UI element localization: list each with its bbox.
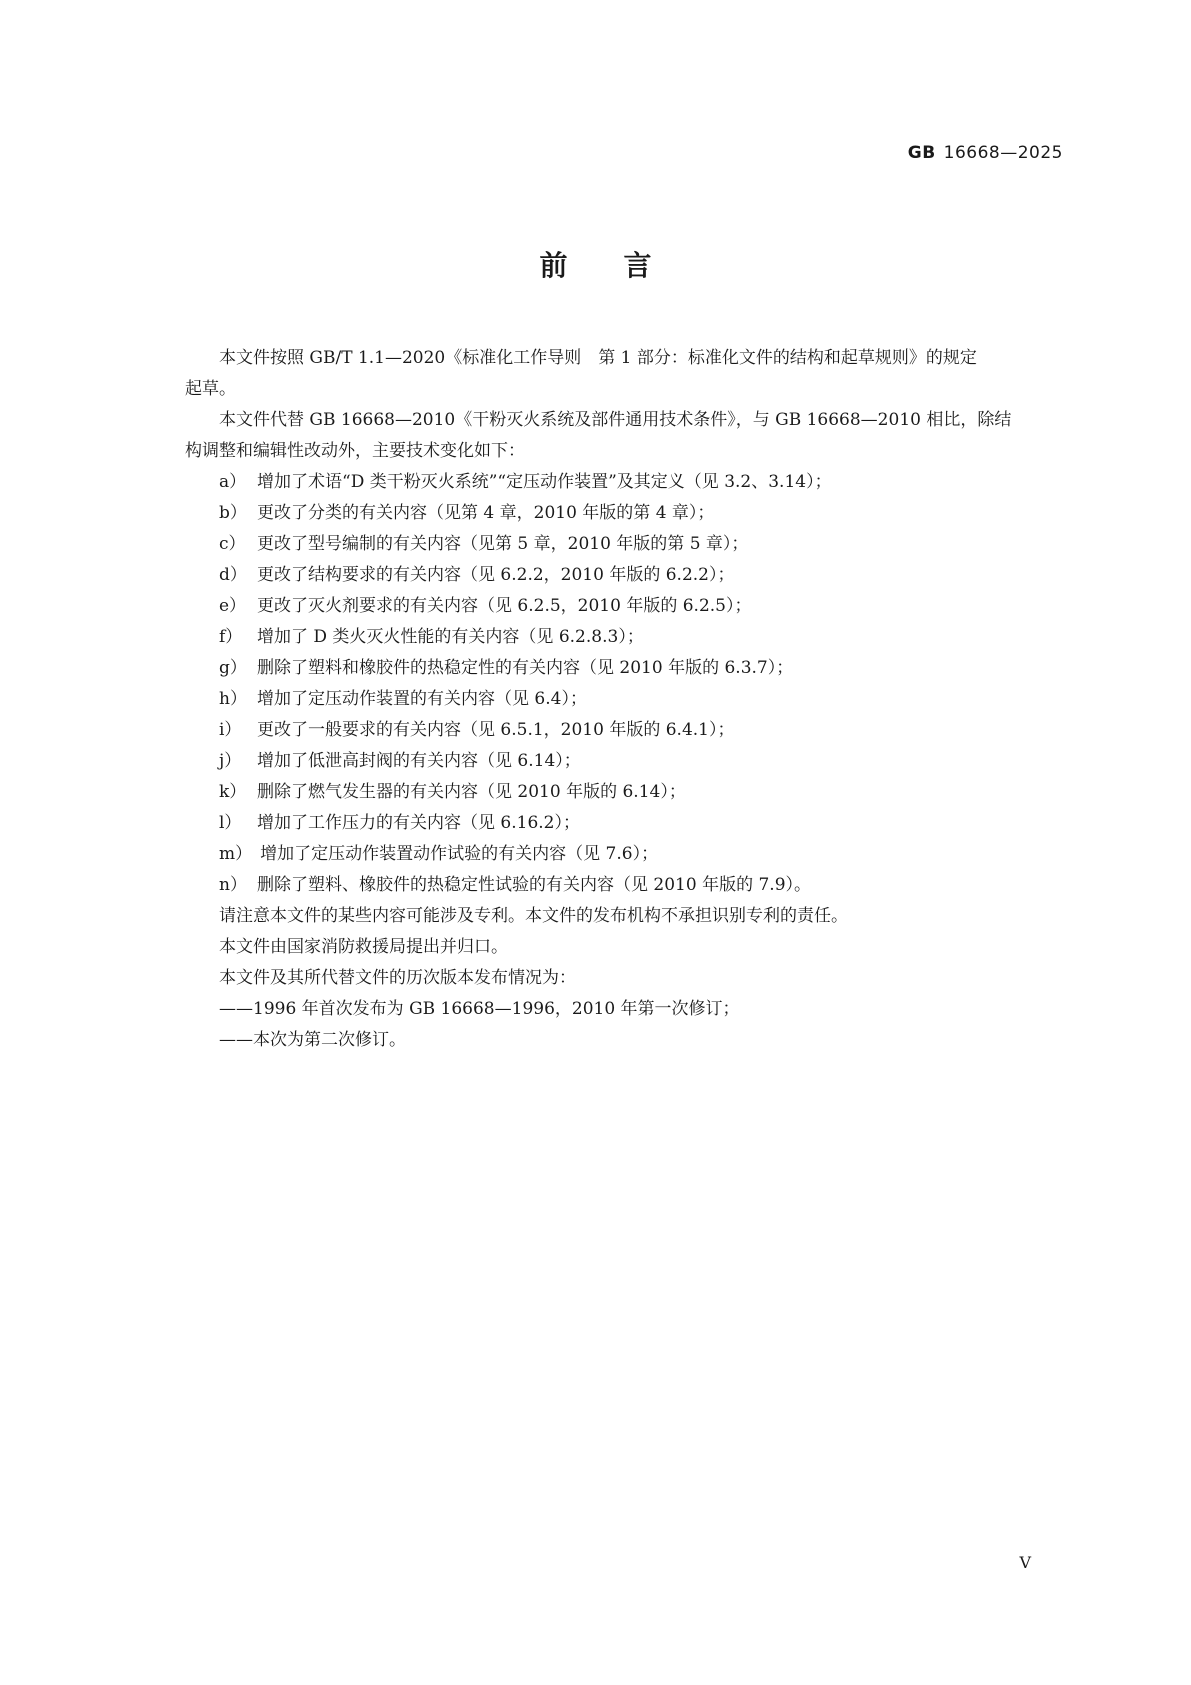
list-item-text: 删除了塑料和橡胶件的热稳定性的有关内容（见 2010 年版的 6.3.7）； [257,658,794,678]
standard-number: 16668—2025 [943,143,1063,163]
list-item [185,777,1065,808]
list-item-marker: j） [219,751,242,771]
list-item-text: 增加了工作压力的有关内容（见 6.16.2）； [257,813,580,833]
page-title: 前言 [539,249,708,282]
list-item [185,870,1065,901]
list-item-text: 更改了灭火剂要求的有关内容（见 6.2.5，2010 年版的 6.2.5）； [257,596,752,616]
list-item-marker: d） [219,565,247,585]
list-item [185,808,1065,839]
paragraph-replacement-line2: 构调整和编辑性改动外，主要技术变化如下： [185,441,525,461]
standard-prefix: GB [907,143,936,163]
list-item [185,467,1065,498]
list-item-marker: a） [219,472,247,492]
paragraph-drafting-basis-line2: 起草。 [185,379,236,399]
list-item [185,653,1065,684]
list-item [185,560,1065,591]
document-body [185,343,1065,1056]
paragraph-history-intro: 本文件及其所代替文件的历次版本发布情况为： [219,968,576,988]
list-item-text: 增加了术语“D 类干粉灭火系统”“定压动作装置”及其定义（见 3.2、3.14）； [257,472,832,492]
paragraph-drafting-basis-line1: 本文件按照 GB/T 1.1—2020《标准化工作导则 第 1 部分：标准化文件的结构和起草规则》的规定 [219,348,977,368]
page-number: V [1019,1553,1031,1572]
list-item-marker: b） [219,503,247,523]
list-item [185,591,1065,622]
history-item-second: ——本次为第二次修订。 [219,1030,406,1050]
list-item-text: 增加了定压动作装置动作试验的有关内容（见 7.6）； [260,844,659,864]
list-item-marker: i） [219,720,242,740]
list-item [185,839,1065,870]
list-item [185,529,1065,560]
list-item-text: 增加了低泄高封阀的有关内容（见 6.14）； [257,751,581,771]
paragraph-patent-notice: 请注意本文件的某些内容可能涉及专利。本文件的发布机构不承担识别专利的责任。 [219,906,848,926]
list-item-marker: k） [219,782,247,802]
list-item-text: 删除了塑料、橡胶件的热稳定性试验的有关内容（见 2010 年版的 7.9）。 [257,875,812,895]
changes-list [185,467,1065,901]
list-item-text: 增加了 D 类火灭火性能的有关内容（见 6.2.8.3）； [257,627,644,647]
list-item-marker: n） [219,875,247,895]
list-item-marker: c） [219,534,246,554]
list-item-text: 更改了型号编制的有关内容（见第 5 章，2010 年版的第 5 章）； [257,534,749,554]
paragraph-proposer: 本文件由国家消防救援局提出并归口。 [219,937,508,957]
paragraph-replacement-line1: 本文件代替 GB 16668—2010《干粉灭火系统及部件通用技术条件》，与 GB 16668—2010 相比，除结 [219,410,1012,430]
list-item-marker: e） [219,596,247,616]
list-item-text: 删除了燃气发生器的有关内容（见 2010 年版的 6.14）； [257,782,686,802]
list-item-marker: f） [219,627,243,647]
list-item-text: 更改了分类的有关内容（见第 4 章，2010 年版的第 4 章）； [257,503,715,523]
list-item [185,715,1065,746]
standard-code [908,143,1063,163]
list-item [185,498,1065,529]
list-item [185,746,1065,777]
list-item-marker: g） [219,658,247,678]
list-item-text: 增加了定压动作装置的有关内容（见 6.4）； [257,689,587,709]
list-item-marker: l） [219,813,242,833]
list-item-text: 更改了一般要求的有关内容（见 6.5.1，2010 年版的 6.4.1）； [257,720,735,740]
list-item [185,622,1065,653]
history-item-first: ——1996 年首次发布为 GB 16668—1996，2010 年第一次修订； [219,999,740,1019]
list-item [185,684,1065,715]
list-item-marker: m） [219,844,253,864]
list-item-marker: h） [219,689,247,709]
list-item-text: 更改了结构要求的有关内容（见 6.2.2，2010 年版的 6.2.2）； [257,565,735,585]
